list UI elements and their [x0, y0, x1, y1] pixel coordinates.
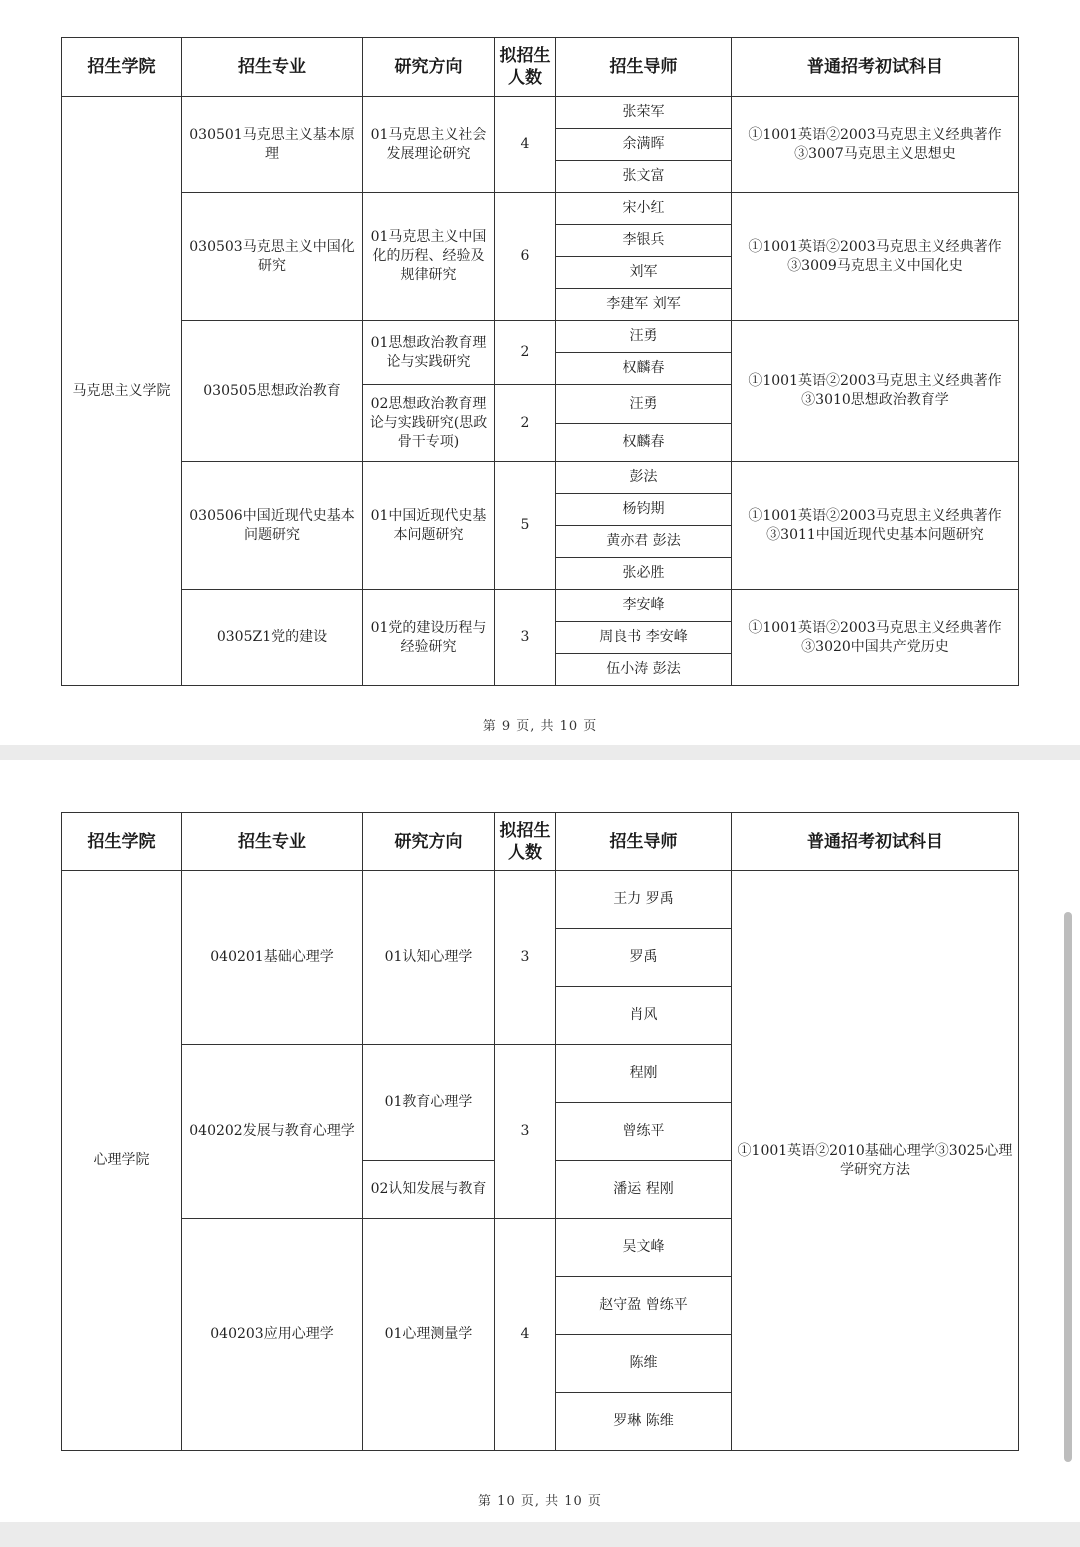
- table-header-row: [62, 813, 1019, 871]
- advisor-cell: 罗禹: [556, 929, 732, 987]
- major-cell: 030505思想政治教育: [182, 321, 363, 462]
- advisor-cell: 刘军: [556, 257, 732, 289]
- exam-cell: ①1001英语②2003马克思主义经典著作③3011中国近现代史基本问题研究: [732, 462, 1019, 590]
- advisor-cell: 罗琳 陈维: [556, 1393, 732, 1451]
- advisor-cell: 黄亦君 彭法: [556, 526, 732, 558]
- major-cell: 040203应用心理学: [182, 1219, 363, 1451]
- advisor-cell: 宋小红: [556, 193, 732, 225]
- header-exam: 普通招考初试科目: [732, 813, 1019, 871]
- header-major: 招生专业: [182, 813, 363, 871]
- exam-cell: ①1001英语②2003马克思主义经典著作③3009马克思主义中国化史: [732, 193, 1019, 321]
- major-cell: 040202发展与教育心理学: [182, 1045, 363, 1219]
- quota-cell: 3: [495, 871, 556, 1045]
- header-exam: 普通招考初试科目: [732, 38, 1019, 97]
- page-footer: 第 10 页, 共 10 页: [478, 1494, 602, 1509]
- advisor-cell: 彭法: [556, 462, 732, 494]
- advisor-cell: 权麟春: [556, 353, 732, 385]
- advisor-cell: 汪勇: [556, 321, 732, 353]
- major-cell: 0305Z1党的建设: [182, 590, 363, 686]
- exam-cell: ①1001英语②2010基础心理学③3025心理学研究方法: [732, 871, 1019, 1451]
- advisor-cell: 权麟春: [556, 424, 732, 462]
- document-page-10: [0, 760, 1080, 1522]
- quota-cell: 4: [495, 1219, 556, 1451]
- table-row: [62, 97, 1019, 129]
- direction-cell: 01马克思主义社会发展理论研究: [363, 97, 495, 193]
- quota-cell: 2: [495, 385, 556, 462]
- advisor-cell: 王力 罗禹: [556, 871, 732, 929]
- table-row: [62, 462, 1019, 494]
- quota-cell: 3: [495, 590, 556, 686]
- admission-table-page-9: [61, 37, 1019, 686]
- advisor-cell: 吴文峰: [556, 1219, 732, 1277]
- major-cell: 030503马克思主义中国化研究: [182, 193, 363, 321]
- college-cell: 心理学院: [62, 871, 182, 1451]
- header-advisor: 招生导师: [556, 38, 732, 97]
- advisor-cell: 杨钧期: [556, 494, 732, 526]
- direction-cell: 01认知心理学: [363, 871, 495, 1045]
- admission-table-page-10: [61, 812, 1019, 1451]
- advisor-cell: 张必胜: [556, 558, 732, 590]
- header-direction: 研究方向: [363, 813, 495, 871]
- document-page-9: [0, 0, 1080, 745]
- advisor-cell: 伍小涛 彭法: [556, 654, 732, 686]
- table-row: [62, 193, 1019, 225]
- header-college: 招生学院: [62, 38, 182, 97]
- advisor-cell: 张文富: [556, 161, 732, 193]
- direction-cell: 01教育心理学: [363, 1045, 495, 1161]
- advisor-cell: 曾练平: [556, 1103, 732, 1161]
- direction-cell: 02思想政治教育理论与实践研究(思政骨干专项): [363, 385, 495, 462]
- advisor-cell: 李银兵: [556, 225, 732, 257]
- advisor-cell: 程刚: [556, 1045, 732, 1103]
- advisor-cell: 潘运 程刚: [556, 1161, 732, 1219]
- quota-cell: 6: [495, 193, 556, 321]
- table-row: [62, 590, 1019, 622]
- header-major: 招生专业: [182, 38, 363, 97]
- page-footer: 第 9 页, 共 10 页: [482, 719, 598, 734]
- major-cell: 040201基础心理学: [182, 871, 363, 1045]
- scrollbar[interactable]: [1064, 912, 1072, 1462]
- direction-cell: 01思想政治教育理论与实践研究: [363, 321, 495, 385]
- advisor-cell: 李安峰: [556, 590, 732, 622]
- advisor-cell: 李建军 刘军: [556, 289, 732, 321]
- quota-cell: 4: [495, 97, 556, 193]
- table-row: [62, 871, 1019, 929]
- advisor-cell: 余满晖: [556, 129, 732, 161]
- table-row: [62, 321, 1019, 353]
- advisor-cell: 肖风: [556, 987, 732, 1045]
- header-quota: 拟招生人数: [495, 38, 556, 97]
- direction-cell: 01中国近现代史基本问题研究: [363, 462, 495, 590]
- advisor-cell: 汪勇: [556, 385, 732, 424]
- direction-cell: 01马克思主义中国化的历程、经验及规律研究: [363, 193, 495, 321]
- advisor-cell: 陈维: [556, 1335, 732, 1393]
- advisor-cell: 周良书 李安峰: [556, 622, 732, 654]
- direction-cell: 01心理测量学: [363, 1219, 495, 1451]
- exam-cell: ①1001英语②2003马克思主义经典著作③3010思想政治教育学: [732, 321, 1019, 462]
- direction-cell: 01党的建设历程与经验研究: [363, 590, 495, 686]
- major-cell: 030506中国近现代史基本问题研究: [182, 462, 363, 590]
- college-cell: 马克思主义学院: [62, 97, 182, 686]
- advisor-cell: 张荣军: [556, 97, 732, 129]
- header-college: 招生学院: [62, 813, 182, 871]
- quota-cell: 3: [495, 1045, 556, 1219]
- header-advisor: 招生导师: [556, 813, 732, 871]
- header-direction: 研究方向: [363, 38, 495, 97]
- advisor-cell: 赵守盈 曾练平: [556, 1277, 732, 1335]
- table-header-row: [62, 38, 1019, 97]
- quota-cell: 5: [495, 462, 556, 590]
- quota-cell: 2: [495, 321, 556, 385]
- direction-cell: 02认知发展与教育: [363, 1161, 495, 1219]
- major-cell: 030501马克思主义基本原理: [182, 97, 363, 193]
- exam-cell: ①1001英语②2003马克思主义经典著作③3020中国共产党历史: [732, 590, 1019, 686]
- exam-cell: ①1001英语②2003马克思主义经典著作③3007马克思主义思想史: [732, 97, 1019, 193]
- header-quota: 拟招生人数: [495, 813, 556, 871]
